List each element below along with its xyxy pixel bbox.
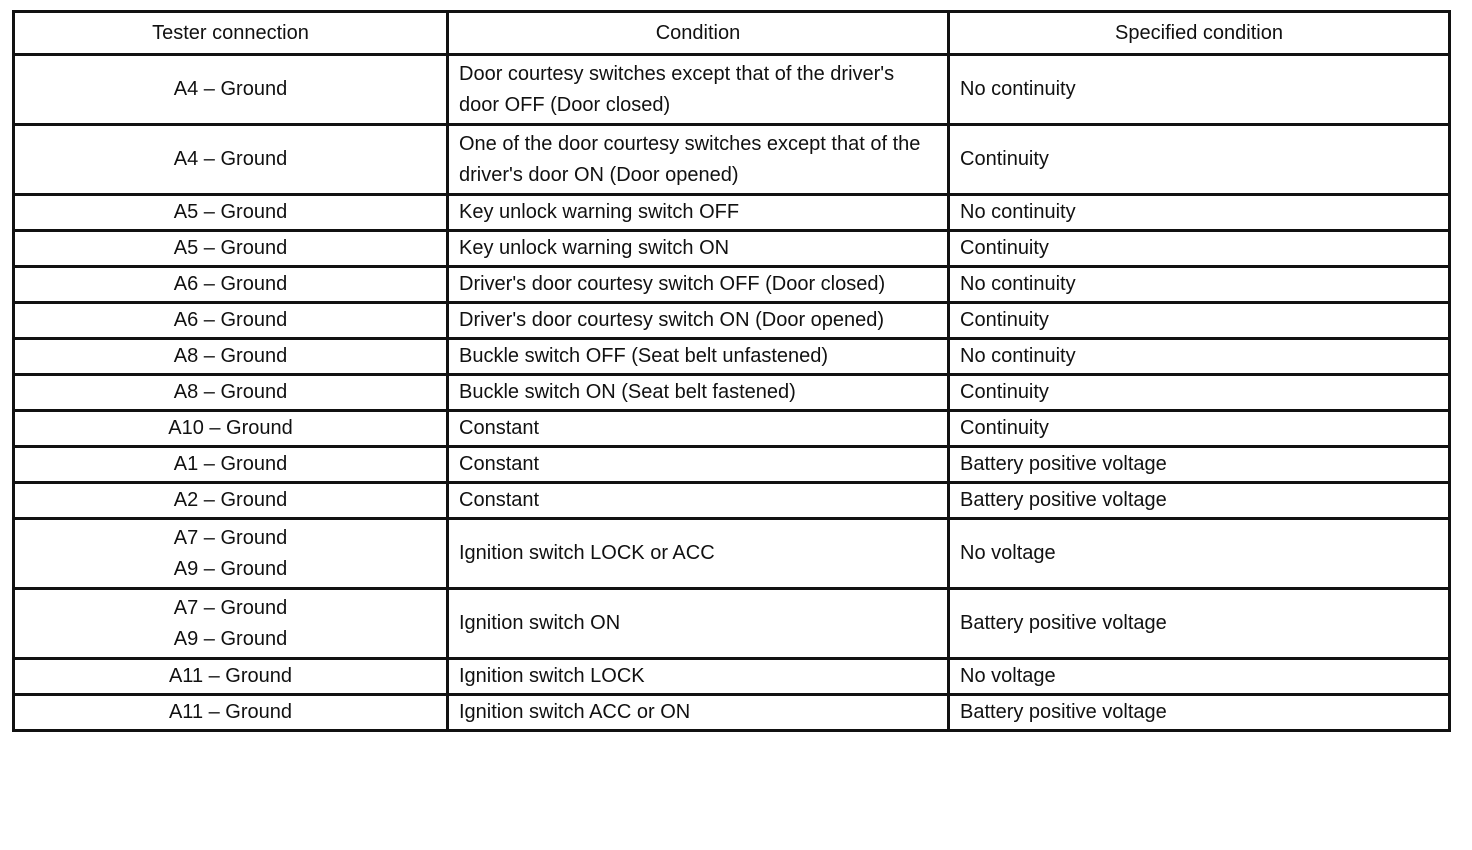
- tester-connection-cell: [14, 519, 448, 589]
- condition-cell: Door courtesy switches except that of the driver's door OFF (Door closed): [448, 55, 949, 125]
- specified-condition-cell: Continuity: [949, 303, 1450, 339]
- table-row: [14, 447, 1450, 483]
- tester-connection-cell: [14, 483, 448, 519]
- table-row: [14, 339, 1450, 375]
- specified-condition-cell: No continuity: [949, 55, 1450, 125]
- condition-cell: Driver's door courtesy switch OFF (Door closed): [448, 267, 949, 303]
- tester-connection-text: A8 – Ground: [173, 381, 288, 403]
- condition-cell: Constant: [448, 483, 949, 519]
- tester-connection-text: A7 – Ground: [173, 596, 288, 619]
- tester-connection-cell: [14, 267, 448, 303]
- condition-cell: Key unlock warning switch OFF: [448, 195, 949, 231]
- table-row: [14, 55, 1450, 125]
- specified-condition-cell: No voltage: [949, 519, 1450, 589]
- specified-condition-cell: Battery positive voltage: [949, 589, 1450, 659]
- tester-connection-cell: [14, 125, 448, 195]
- table-row: [14, 589, 1450, 659]
- tester-connection-cell: [14, 303, 448, 339]
- tester-connection-text: A8 – Ground: [173, 345, 288, 367]
- table-row: [14, 267, 1450, 303]
- table-row: [14, 519, 1450, 589]
- tester-connection-cell: [14, 659, 448, 695]
- condition-cell: Key unlock warning switch ON: [448, 231, 949, 267]
- tester-connection-cell: [14, 55, 448, 125]
- specified-condition-cell: Battery positive voltage: [949, 695, 1450, 731]
- condition-cell: Ignition switch LOCK or ACC: [448, 519, 949, 589]
- condition-cell: Constant: [448, 447, 949, 483]
- table-row: [14, 659, 1450, 695]
- condition-cell: Buckle switch ON (Seat belt fastened): [448, 375, 949, 411]
- table-row: [14, 125, 1450, 195]
- table-row: [14, 231, 1450, 267]
- specified-condition-cell: Continuity: [949, 411, 1450, 447]
- condition-cell: Constant: [448, 411, 949, 447]
- specified-condition-cell: Continuity: [949, 231, 1450, 267]
- condition-cell: Ignition switch ACC or ON: [448, 695, 949, 731]
- condition-cell: Ignition switch LOCK: [448, 659, 949, 695]
- specified-condition-cell: No continuity: [949, 267, 1450, 303]
- tester-connection-text: A6 – Ground: [173, 309, 288, 331]
- table-body: [14, 55, 1450, 731]
- tester-connection-text: A11 – Ground: [168, 665, 293, 687]
- table-row: [14, 195, 1450, 231]
- tester-connection-cell: [14, 195, 448, 231]
- specified-condition-cell: Continuity: [949, 375, 1450, 411]
- specification-table: [12, 10, 1451, 732]
- specified-condition-cell: Battery positive voltage: [949, 483, 1450, 519]
- specified-condition-cell: Continuity: [949, 125, 1450, 195]
- specified-condition-cell: No continuity: [949, 195, 1450, 231]
- tester-connection-text: A2 – Ground: [173, 489, 288, 511]
- table-row: [14, 303, 1450, 339]
- tester-connection-text: A5 – Ground: [173, 237, 288, 259]
- condition-cell: Driver's door courtesy switch ON (Door opened): [448, 303, 949, 339]
- tester-connection-text: A5 – Ground: [173, 201, 288, 223]
- table-row: [14, 695, 1450, 731]
- tester-connection-text: A4 – Ground: [173, 78, 288, 100]
- specified-condition-cell: No voltage: [949, 659, 1450, 695]
- table-row: [14, 483, 1450, 519]
- table-header-row: [14, 12, 1450, 55]
- tester-connection-text: A4 – Ground: [173, 148, 288, 170]
- tester-connection-text: A6 – Ground: [173, 273, 288, 295]
- header-specified-condition: Specified condition: [949, 12, 1450, 55]
- tester-connection-cell: [14, 589, 448, 659]
- tester-connection-text: A7 – Ground: [173, 526, 288, 549]
- tester-connection-cell: [14, 695, 448, 731]
- condition-cell: Ignition switch ON: [448, 589, 949, 659]
- condition-cell: One of the door courtesy switches except that of the driver's door ON (Door opened): [448, 125, 949, 195]
- tester-connection-cell: [14, 411, 448, 447]
- condition-cell: Buckle switch OFF (Seat belt unfastened): [448, 339, 949, 375]
- tester-connection-text: A9 – Ground: [173, 557, 288, 580]
- tester-connection-cell: [14, 447, 448, 483]
- tester-connection-cell: [14, 231, 448, 267]
- tester-connection-cell: [14, 339, 448, 375]
- specified-condition-cell: Battery positive voltage: [949, 447, 1450, 483]
- header-condition: Condition: [448, 12, 949, 55]
- tester-connection-text: A9 – Ground: [173, 627, 288, 650]
- table-row: [14, 411, 1450, 447]
- tester-connection-text: A1 – Ground: [173, 453, 288, 475]
- header-tester-connection: Tester connection: [14, 12, 448, 55]
- tester-connection-text: A10 – Ground: [168, 417, 293, 439]
- tester-connection-cell: [14, 375, 448, 411]
- specified-condition-cell: No continuity: [949, 339, 1450, 375]
- table-row: [14, 375, 1450, 411]
- tester-connection-text: A11 – Ground: [168, 701, 293, 723]
